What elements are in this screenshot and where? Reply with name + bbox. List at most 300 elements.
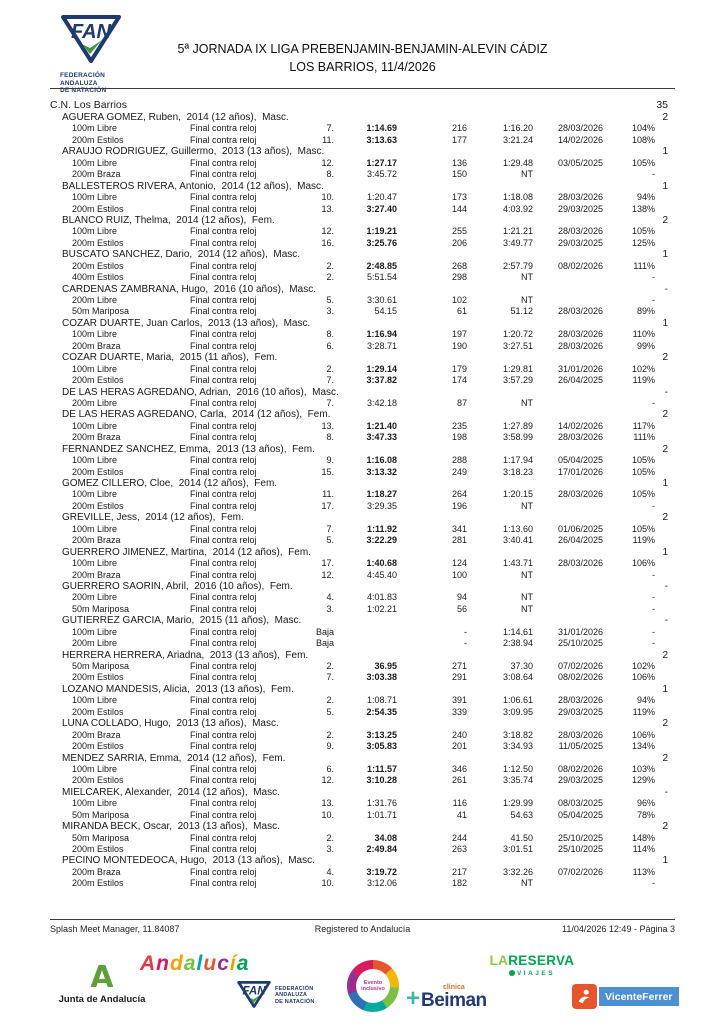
- fan-org-text: FEDERACIÓN ANDALUZA DE NATACIÓN: [275, 986, 315, 1005]
- date-cell: 28/03/2026: [557, 558, 603, 569]
- round-cell: Final contra reloj: [190, 523, 257, 534]
- percent-cell: -: [652, 397, 655, 408]
- percent-cell: 78%: [636, 809, 655, 820]
- event-cell: 200m Libre: [72, 397, 118, 408]
- percent-cell: 148%: [631, 832, 655, 843]
- svg-text:FAN: FAN: [71, 21, 111, 43]
- swimmer-name: BLANCO RUIZ, Thelma, 2014 (12 años), Fem.: [62, 214, 275, 226]
- place-cell: 10.: [321, 878, 334, 889]
- points-cell: 391: [451, 695, 467, 706]
- round-cell: Final contra reloj: [190, 878, 257, 889]
- points-cell: 116: [452, 798, 467, 809]
- swimmer-event-count: -: [664, 580, 668, 592]
- points-cell: 136: [451, 157, 467, 168]
- event-result-row: [50, 467, 675, 478]
- percent-cell: 106%: [631, 729, 655, 740]
- points-cell: 196: [451, 500, 467, 511]
- event-result-row: [50, 261, 675, 272]
- event-cell: 200m Estilos: [72, 741, 124, 752]
- points-cell: 264: [451, 489, 467, 500]
- points-cell: 217: [451, 866, 467, 877]
- percent-cell: 111%: [633, 260, 655, 271]
- points-cell: 288: [451, 455, 467, 466]
- time-cell: 1:01.71: [366, 809, 397, 820]
- percent-cell: 113%: [632, 866, 655, 877]
- entry-time-cell: 3:09.95: [502, 706, 533, 717]
- event-cell: 200m Braza: [72, 866, 121, 877]
- round-cell: Final contra reloj: [190, 329, 257, 340]
- time-cell: 3:12.06: [366, 878, 397, 889]
- round-cell: Final contra reloj: [190, 134, 257, 145]
- round-cell: Final contra reloj: [190, 397, 257, 408]
- percent-cell: 117%: [632, 420, 655, 431]
- swimmer-name: COZAR DUARTE, Maria, 2015 (11 años), Fem.: [62, 352, 278, 364]
- percent-cell: 96%: [636, 798, 655, 809]
- place-cell: 5.: [326, 535, 334, 546]
- swimmer-event-count: 1: [662, 249, 668, 261]
- points-cell: 281: [451, 535, 467, 546]
- entry-time-cell: NT: [521, 603, 533, 614]
- percent-cell: 99%: [636, 340, 655, 351]
- place-cell: 10.: [321, 809, 334, 820]
- event-cell: 100m Libre: [72, 695, 118, 706]
- percent-cell: -: [652, 272, 655, 283]
- place-cell: 7.: [326, 375, 334, 386]
- swimmer-row: [50, 352, 675, 363]
- beiman-cross-icon: +: [406, 985, 421, 1012]
- entry-time-cell: NT: [521, 169, 533, 180]
- round-cell: Final contra reloj: [190, 626, 257, 637]
- points-cell: 268: [451, 260, 467, 271]
- time-cell: 4:45.40: [366, 569, 397, 580]
- date-cell: [533, 592, 603, 603]
- event-cell: 100m Libre: [72, 523, 118, 534]
- date-cell: [533, 604, 603, 615]
- event-cell: 100m Libre: [72, 123, 118, 134]
- points-cell: 124: [451, 558, 467, 569]
- percent-cell: 110%: [632, 329, 655, 340]
- swimmer-name: HERRERA HERRERA, Ariadna, 2013 (13 años), Fem.: [62, 649, 309, 661]
- swimmer-name: GUERRERO JIMENEZ, Martina, 2014 (12 años), Fem.: [62, 546, 311, 558]
- place-cell: 2.: [326, 661, 334, 671]
- time-cell: 3:28.71: [366, 340, 397, 351]
- swimmer-name: FERNANDEZ SANCHEZ, Emma, 2013 (13 años), Fem.: [62, 443, 315, 455]
- points-cell: 216: [451, 123, 467, 134]
- time-cell: 1:29.14: [366, 363, 397, 374]
- percent-cell: -: [652, 878, 655, 889]
- place-cell: 8.: [326, 169, 334, 180]
- swimmer-row: [50, 318, 675, 329]
- entry-time-cell: 1:12.50: [502, 763, 533, 774]
- swimmer-row: [50, 444, 675, 455]
- place-cell: 4.: [326, 866, 334, 877]
- date-cell: [533, 501, 603, 512]
- swimmer-event-count: 1: [662, 180, 668, 192]
- event-result-row: [50, 295, 675, 306]
- date-cell: 17/01/2026: [557, 466, 603, 477]
- swimmer-row: [50, 409, 675, 420]
- percent-cell: -: [652, 626, 655, 637]
- points-cell: 182: [451, 878, 467, 889]
- time-cell: 3:13.25: [366, 729, 397, 740]
- entry-time-cell: 37.30: [510, 661, 533, 671]
- points-cell: -: [464, 626, 467, 637]
- andalucia-letter: a: [183, 952, 197, 975]
- points-cell: 102: [451, 295, 467, 305]
- date-cell: 28/03/2026: [557, 192, 603, 203]
- time-cell: 1:16.94: [366, 329, 397, 340]
- round-cell: Final contra reloj: [190, 706, 257, 717]
- event-result-row: [50, 695, 675, 706]
- time-cell: 54.15: [374, 306, 397, 317]
- event-result-row: [50, 238, 675, 249]
- time-cell: 4:01.83: [366, 592, 397, 603]
- round-cell: Final contra reloj: [190, 237, 257, 248]
- entry-time-cell: NT: [521, 272, 533, 283]
- footer-divider: [50, 919, 675, 920]
- swimmer-name: BALLESTEROS RIVERA, Antonio, 2014 (12 años), Masc.: [62, 180, 324, 192]
- entry-time-cell: 1:06.61: [502, 695, 533, 706]
- place-cell: 12.: [321, 775, 334, 786]
- date-cell: 26/04/2025: [557, 535, 603, 546]
- points-cell: 87: [456, 397, 467, 408]
- entry-time-cell: 1:17.94: [502, 455, 533, 466]
- event-result-row: [50, 421, 675, 432]
- swimmer-event-count: 2: [662, 443, 668, 455]
- entry-time-cell: 51.12: [510, 306, 533, 317]
- event-cell: 200m Estilos: [72, 237, 124, 248]
- lareserva-viajes: VIAJES: [516, 970, 556, 977]
- andalucia-letter: n: [156, 952, 170, 975]
- swimmer-row: [50, 855, 675, 866]
- round-cell: Final contra reloj: [190, 695, 257, 706]
- event-result-row: [50, 707, 675, 718]
- event-result-row: [50, 375, 675, 386]
- percent-cell: 105%: [631, 157, 655, 168]
- place-cell: 13.: [321, 203, 334, 214]
- footer-software: Splash Meet Manager, 11.84087: [50, 924, 180, 934]
- event-cell: 200m Estilos: [72, 672, 124, 683]
- points-cell: 100: [451, 569, 467, 580]
- place-cell: 17.: [321, 558, 334, 569]
- swimmer-name: MENDEZ SARRIA, Emma, 2014 (12 años), Fem.: [62, 752, 286, 764]
- percent-cell: 106%: [631, 672, 655, 683]
- entry-time-cell: NT: [521, 397, 533, 408]
- swimmer-name: GOMEZ CILLERO, Cloe, 2014 (12 años), Fem.: [62, 478, 278, 489]
- percent-cell: -: [652, 592, 655, 603]
- time-cell: 1:27.17: [366, 157, 397, 168]
- swimmer-row: [50, 284, 675, 295]
- event-cell: 200m Estilos: [72, 500, 124, 511]
- swimmer-event-count: 2: [662, 512, 668, 524]
- points-cell: 298: [451, 272, 467, 283]
- event-cell: 200m Libre: [72, 295, 118, 305]
- entry-time-cell: 1:29.48: [502, 157, 533, 168]
- swimmer-name: LOZANO MANDESIS, Alicia, 2013 (13 años), Fem.: [62, 683, 294, 695]
- date-cell: [533, 272, 603, 283]
- points-cell: 201: [451, 741, 467, 752]
- swimmer-name: GUERRERO SAORIN, Abril, 2016 (10 años), Fem.: [62, 580, 293, 592]
- event-cell: 200m Libre: [72, 638, 118, 649]
- swimmer-event-count: 2: [662, 214, 668, 226]
- event-result-row: [50, 833, 675, 844]
- date-cell: 03/05/2025: [557, 157, 603, 168]
- andalucia-logo: [140, 952, 249, 976]
- event-result-row: [50, 192, 675, 203]
- event-cell: 200m Estilos: [72, 134, 124, 145]
- points-cell: 346: [451, 763, 467, 774]
- entry-time-cell: 1:29.81: [502, 363, 533, 374]
- place-cell: 2.: [326, 272, 334, 283]
- points-cell: 56: [456, 603, 467, 614]
- round-cell: Final contra reloj: [190, 741, 257, 752]
- round-cell: Final contra reloj: [190, 569, 257, 580]
- date-cell: 08/03/2025: [557, 798, 603, 809]
- event-cell: 100m Libre: [72, 798, 118, 809]
- date-cell: 07/02/2026: [557, 866, 603, 877]
- place-cell: 2.: [326, 832, 334, 843]
- time-cell: 3:27.40: [366, 203, 397, 214]
- round-cell: Final contra reloj: [190, 295, 257, 305]
- event-cell: 100m Libre: [72, 626, 118, 637]
- entry-time-cell: 3:27.51: [502, 340, 533, 351]
- entry-time-cell: 1:14.61: [502, 626, 533, 637]
- round-cell: Final contra reloj: [190, 775, 257, 786]
- event-result-row: [50, 775, 675, 786]
- round-cell: Final contra reloj: [190, 500, 257, 511]
- points-cell: 240: [451, 729, 467, 740]
- swimmer-event-count: 1: [662, 146, 668, 158]
- entry-time-cell: 1:21.21: [502, 226, 533, 237]
- date-cell: 28/03/2026: [557, 329, 603, 340]
- vicente-ferrer-icon: [572, 984, 597, 1009]
- entry-time-cell: 41.50: [510, 832, 533, 843]
- points-cell: 291: [451, 672, 467, 683]
- time-cell: 3:37.82: [366, 375, 397, 386]
- percent-cell: 114%: [632, 844, 655, 854]
- event-result-row: [50, 672, 675, 683]
- place-cell: 3.: [326, 603, 334, 614]
- entry-time-cell: 3:18.23: [502, 466, 533, 477]
- date-cell: 05/04/2025: [557, 455, 603, 466]
- time-cell: 3:05.83: [366, 741, 397, 752]
- round-cell: Final contra reloj: [190, 272, 257, 283]
- percent-cell: 102%: [631, 363, 655, 374]
- event-result-row: [50, 741, 675, 752]
- place-cell: 7.: [326, 523, 334, 534]
- time-cell: 3:10.28: [366, 775, 397, 786]
- place-cell: 2.: [326, 363, 334, 374]
- time-cell: 1:19.21: [366, 226, 397, 237]
- percent-cell: -: [652, 295, 655, 305]
- time-cell: 3:19.72: [366, 866, 397, 877]
- time-cell: 3:45.72: [366, 169, 397, 180]
- clinica-beiman-logo: [406, 984, 487, 1010]
- event-cell: 100m Libre: [72, 192, 118, 203]
- time-cell: 1:40.68: [366, 558, 397, 569]
- junta-andalucia-logo: [57, 960, 147, 1005]
- time-cell: 3:13.63: [366, 134, 397, 145]
- time-cell: 3:03.38: [366, 672, 397, 683]
- round-cell: Final contra reloj: [190, 375, 257, 386]
- time-cell: 2:54.35: [366, 706, 397, 717]
- points-cell: 197: [451, 329, 467, 340]
- date-cell: 28/03/2026: [557, 306, 603, 317]
- place-cell: Baja: [315, 626, 334, 637]
- swimmer-name: GREVILLE, Jess, 2014 (12 años), Fem.: [62, 512, 244, 524]
- event-result-row: [50, 867, 675, 878]
- swimmer-event-count: -: [664, 283, 668, 295]
- place-cell: 6.: [326, 340, 334, 351]
- event-result-row: [50, 135, 675, 146]
- percent-cell: 104%: [631, 123, 655, 134]
- swimmer-event-count: 2: [662, 112, 668, 123]
- percent-cell: -: [652, 603, 655, 614]
- meet-title: [0, 40, 725, 76]
- entry-time-cell: NT: [521, 592, 533, 603]
- round-cell: Final contra reloj: [190, 603, 257, 614]
- place-cell: 7.: [326, 672, 334, 683]
- entry-time-cell: 1:16.20: [502, 123, 533, 134]
- round-cell: Final contra reloj: [190, 340, 257, 351]
- swimmer-event-count: 2: [662, 409, 668, 421]
- points-cell: 190: [451, 340, 467, 351]
- meet-title-line1: 5ª JORNADA IX LIGA PREBENJAMIN-BENJAMIN-ALEVIN CÁDIZ: [177, 42, 548, 56]
- percent-cell: 106%: [631, 558, 655, 569]
- event-cell: 100m Libre: [72, 558, 118, 569]
- entry-time-cell: 2:57.79: [502, 260, 533, 271]
- round-cell: Final contra reloj: [190, 661, 257, 671]
- round-cell: Final contra reloj: [190, 489, 257, 500]
- points-cell: 235: [451, 420, 467, 431]
- entry-time-cell: 1:20.15: [502, 489, 533, 500]
- percent-cell: 138%: [631, 203, 655, 214]
- time-cell: 3:25.76: [366, 237, 397, 248]
- event-cell: 200m Estilos: [72, 844, 124, 854]
- event-cell: 200m Braza: [72, 729, 121, 740]
- points-cell: 179: [451, 363, 467, 374]
- entry-time-cell: 3:35.74: [502, 775, 533, 786]
- footer: [50, 923, 675, 935]
- entry-time-cell: NT: [521, 295, 533, 305]
- fan-shield-icon: [237, 980, 271, 1010]
- time-cell: [334, 627, 397, 638]
- swimmer-row: [50, 787, 675, 798]
- swimmer-row: [50, 181, 675, 192]
- points-cell: 94: [456, 592, 467, 603]
- percent-cell: 103%: [631, 763, 655, 774]
- entry-time-cell: 3:34.93: [502, 741, 533, 752]
- percent-cell: 105%: [631, 466, 655, 477]
- time-cell: 1:18.27: [366, 489, 397, 500]
- event-cell: 200m Braza: [72, 569, 121, 580]
- andalucia-letter: a: [236, 952, 250, 975]
- place-cell: 13.: [321, 798, 334, 809]
- beiman-clinica-label: clínica: [442, 984, 465, 991]
- swimmer-event-count: -: [664, 615, 668, 627]
- round-cell: Final contra reloj: [190, 226, 257, 237]
- event-cell: 200m Braza: [72, 535, 121, 546]
- date-cell: 08/02/2026: [557, 260, 603, 271]
- place-cell: 9.: [326, 455, 334, 466]
- percent-cell: -: [652, 638, 655, 649]
- evento-inclusivo-logo: [347, 960, 399, 1012]
- swimmer-name: BUSCATO SANCHEZ, Dario, 2014 (12 años), Masc.: [62, 249, 301, 261]
- event-result-row: [50, 844, 675, 855]
- percent-cell: -: [652, 500, 655, 511]
- round-cell: Final contra reloj: [190, 203, 257, 214]
- date-cell: 08/02/2026: [557, 672, 603, 683]
- points-cell: 249: [451, 466, 467, 477]
- entry-time-cell: 4:03.92: [502, 203, 533, 214]
- place-cell: 8.: [326, 329, 334, 340]
- place-cell: 2.: [326, 729, 334, 740]
- round-cell: Final contra reloj: [190, 832, 257, 843]
- time-cell: 1:02.21: [366, 603, 397, 614]
- swimmer-row: [50, 821, 675, 832]
- percent-cell: 105%: [631, 455, 655, 466]
- swimmer-event-count: 1: [662, 478, 668, 489]
- event-cell: 100m Libre: [72, 455, 118, 466]
- event-cell: 50m Mariposa: [72, 306, 130, 317]
- event-cell: 200m Braza: [72, 432, 121, 443]
- percent-cell: 108%: [631, 134, 655, 145]
- place-cell: 8.: [326, 432, 334, 443]
- place-cell: 7.: [326, 397, 334, 408]
- round-cell: Final contra reloj: [190, 123, 257, 134]
- event-result-row: [50, 878, 675, 889]
- date-cell: 29/03/2025: [557, 706, 603, 717]
- round-cell: Final contra reloj: [190, 672, 257, 683]
- meet-title-line2: LOS BARRIOS, 11/4/2026: [289, 60, 436, 74]
- swimmer-event-count: 2: [662, 649, 668, 661]
- club-name: C.N. Los Barrios: [50, 99, 128, 111]
- entry-time-cell: 1:29.99: [502, 798, 533, 809]
- points-cell: 261: [451, 775, 467, 786]
- place-cell: 12.: [321, 157, 334, 168]
- date-cell: 28/03/2026: [557, 432, 603, 443]
- event-cell: 100m Libre: [72, 329, 118, 340]
- points-cell: 244: [451, 832, 467, 843]
- points-cell: 174: [451, 375, 467, 386]
- entry-time-cell: 1:43.71: [502, 558, 533, 569]
- event-cell: 200m Estilos: [72, 375, 124, 386]
- swimmer-name: COZAR DUARTE, Juan Carlos, 2013 (13 años), Masc.: [62, 317, 311, 329]
- round-cell: Final contra reloj: [190, 192, 257, 203]
- vicente-ferrer-label: VicenteFerrer: [599, 987, 679, 1006]
- junta-label: Junta de Andalucía: [58, 994, 146, 1005]
- round-cell: Final contra reloj: [190, 306, 257, 317]
- swimmer-name: CARDENAS ZAMBRANA, Hugo, 2016 (10 años), Masc.: [62, 283, 316, 295]
- event-result-row: [50, 341, 675, 352]
- percent-cell: 134%: [631, 741, 655, 752]
- event-result-row: [50, 661, 675, 672]
- time-cell: [334, 638, 397, 649]
- place-cell: 5.: [326, 295, 334, 305]
- swimmer-row: [50, 512, 675, 523]
- round-cell: Final contra reloj: [190, 260, 257, 271]
- round-cell: Final contra reloj: [190, 729, 257, 740]
- event-result-row: [50, 810, 675, 821]
- date-cell: 29/03/2025: [557, 775, 603, 786]
- event-result-row: [50, 272, 675, 283]
- event-cell: 200m Estilos: [72, 878, 124, 889]
- entry-time-cell: 3:49.77: [502, 237, 533, 248]
- date-cell: 11/05/2025: [558, 741, 603, 752]
- andalucia-letter: A: [140, 952, 157, 975]
- swimmer-event-count: 1: [662, 855, 668, 867]
- lareserva-reserva: RESERVA: [508, 953, 575, 968]
